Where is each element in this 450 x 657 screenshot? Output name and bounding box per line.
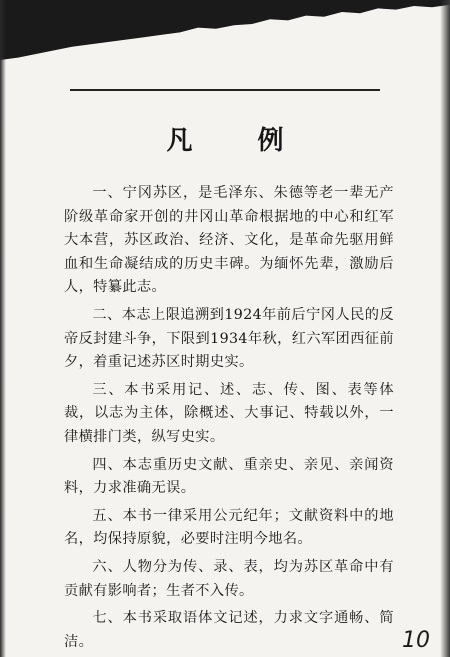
page-title: 凡 例 (166, 126, 312, 156)
paragraph-3: 三、本书采用记、述、志、传、图、表等体裁，以志为主体，除概述、大事记、特载以外，一律横排门类，纵写史实。 (64, 381, 394, 445)
paragraph-7: 七、本书采取语体文记述，力求文字通畅、简洁。 (64, 610, 394, 650)
scan-dark-edge-top (0, 0, 450, 60)
scan-dark-edge-left (0, 0, 6, 657)
paragraph-5: 五、本书一律采用公元纪年；文献资料中的地名，均保持原貌，必要时注明今地名。 (64, 507, 394, 548)
header-rule (70, 89, 380, 91)
scan-dark-edge-right (440, 0, 450, 657)
paragraph-2: 二、本志上限追溯到1924年前后宁冈人民的反帝反封建斗争，下限到1934年秋，红六军团西征前夕，着重记述苏区时期史实。 (64, 306, 394, 371)
paragraph-4: 四、本志重历史文献、重亲史、亲见、亲闻资料，力求准确无误。 (64, 456, 394, 497)
paragraph-6: 六、人物分为传、录、表，均为苏区革命中有贡献有影响者；生者不入传。 (64, 558, 394, 599)
document-body (64, 182, 394, 657)
paragraph-1: 一、宁冈苏区，是毛泽东、朱德等老一辈无产阶级革命家开创的井冈山革命根据地的中心和红军大本营，苏区政治、经济、文化，是革命先驱用鲜血和生命凝结成的历史丰碑。为缅怀先辈，激励后人，特纂此志。 (64, 185, 394, 296)
page-number: 10 (402, 628, 430, 653)
